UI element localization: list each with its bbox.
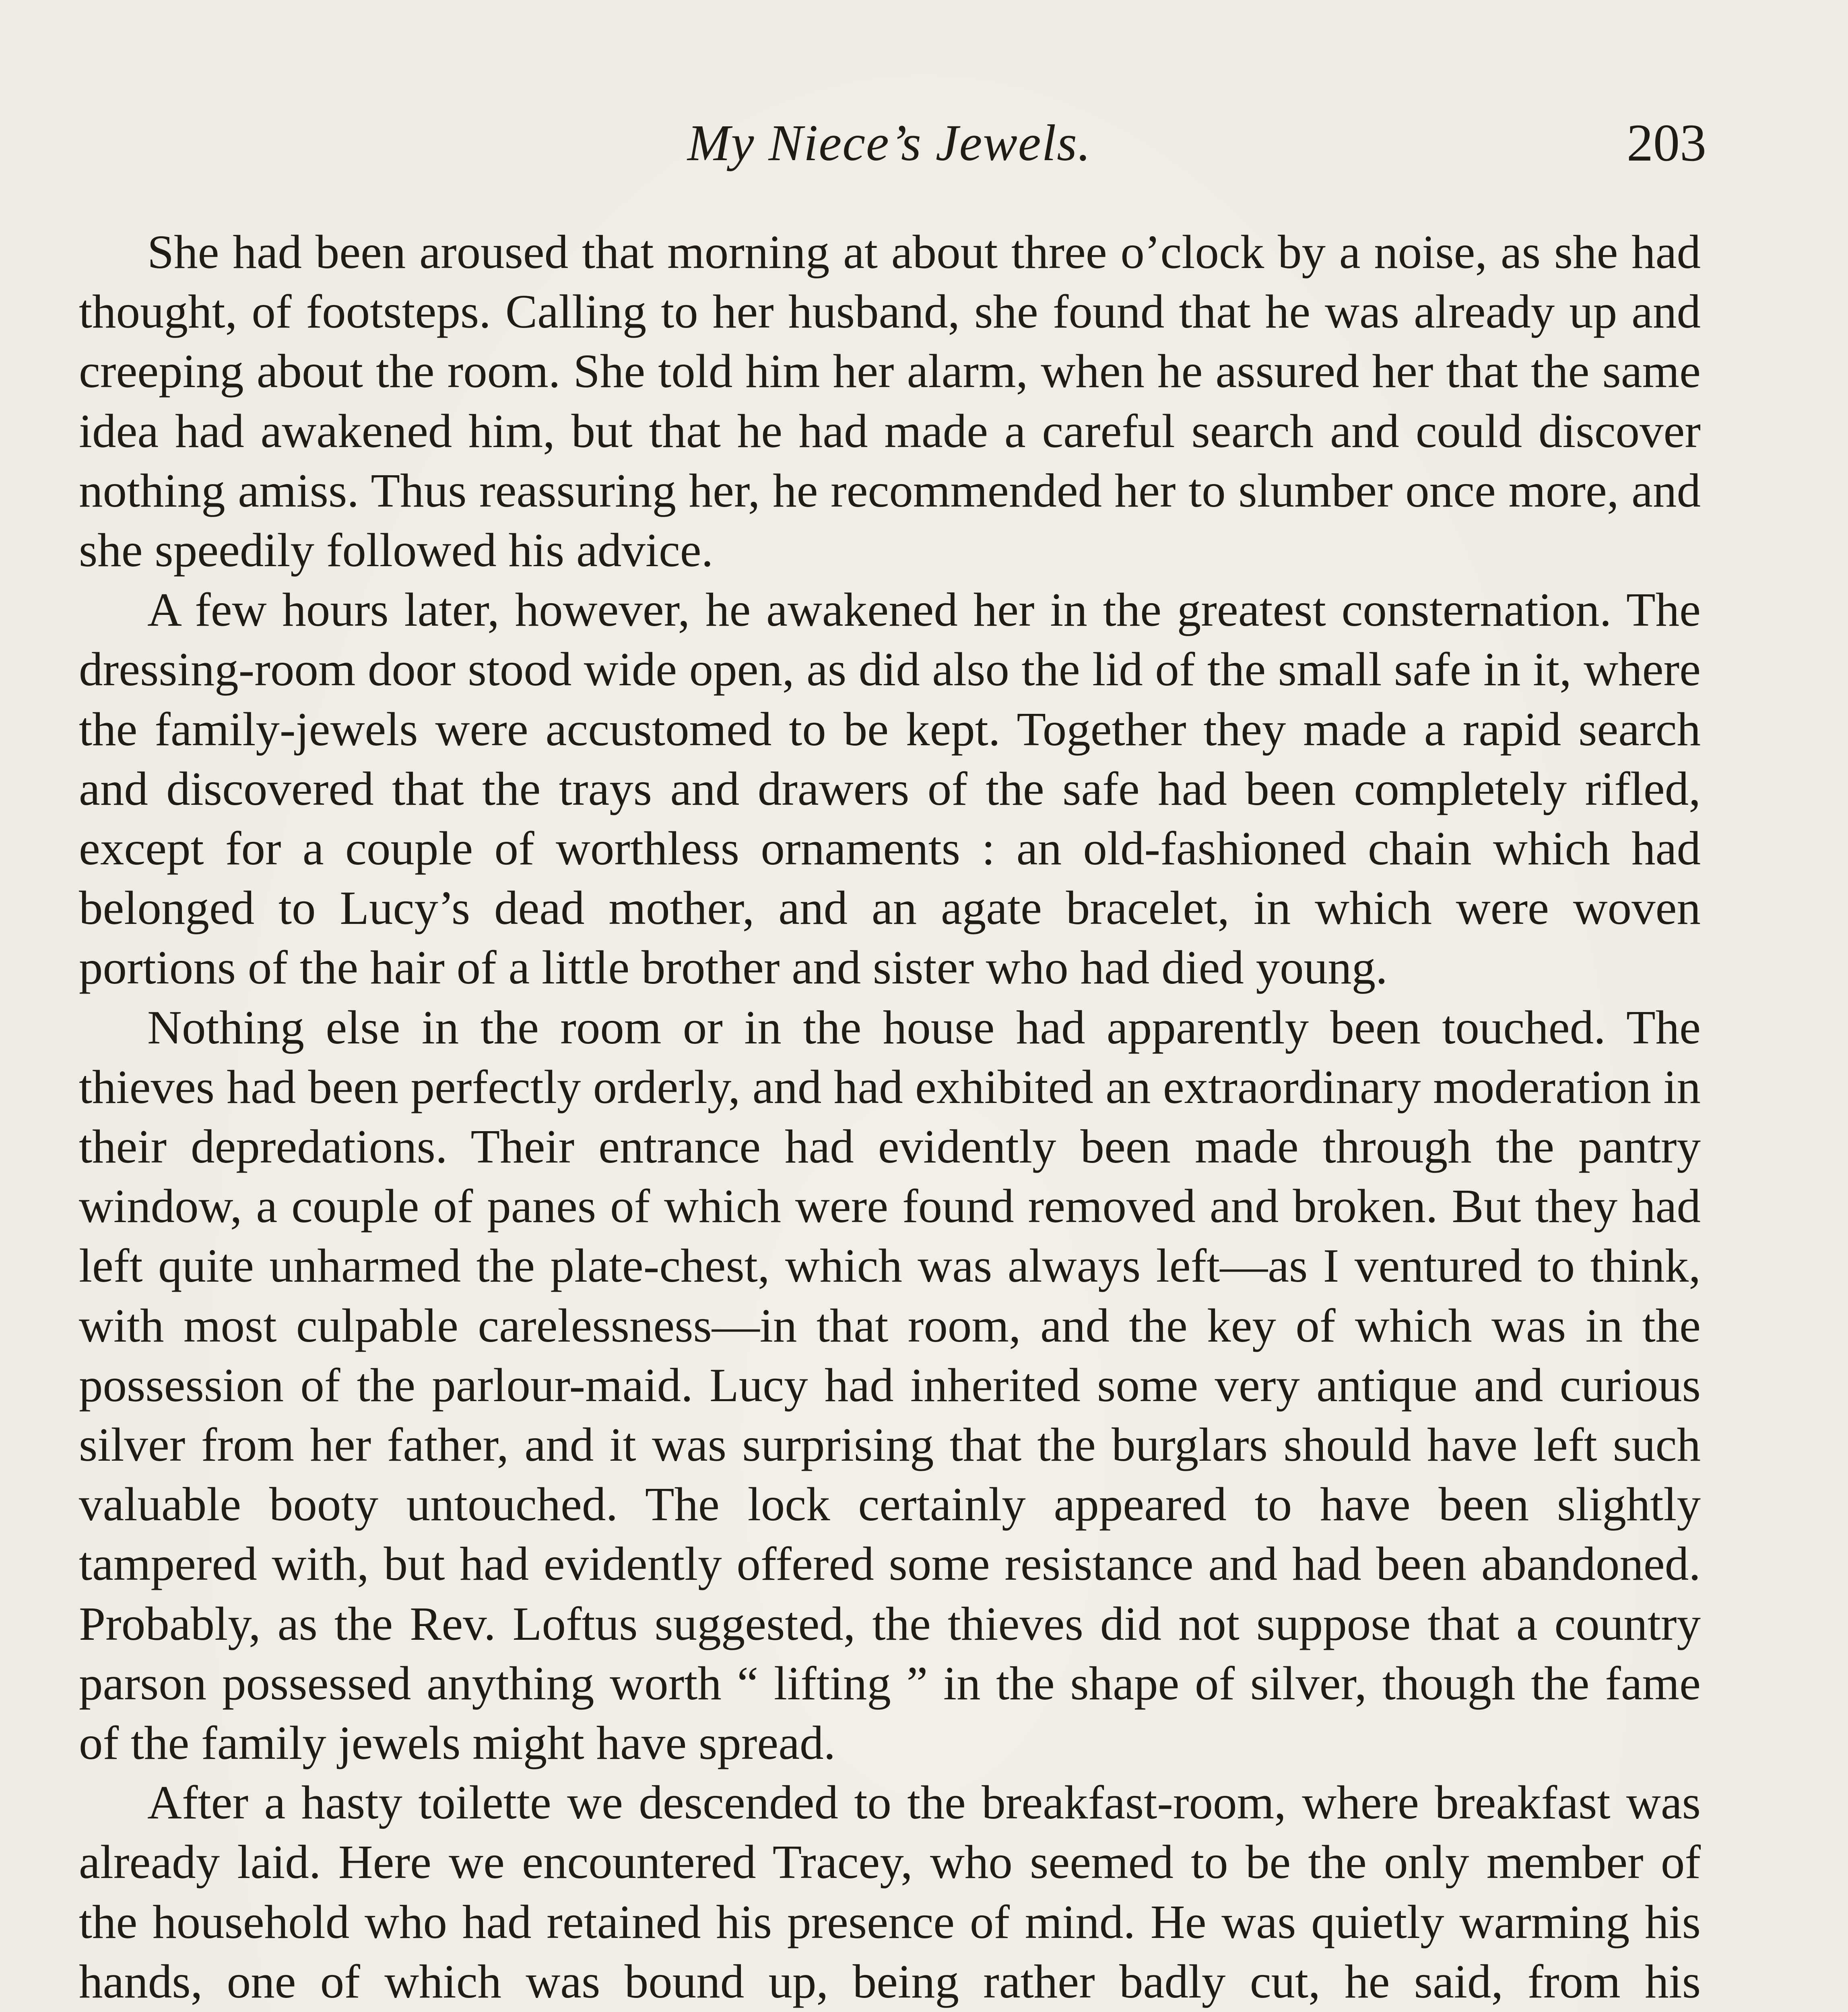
running-title: My Niece’s Jewels. bbox=[687, 114, 1091, 171]
paragraph: She had been aroused that morning at about three o’clock by a noise, as she had thought, of footsteps. Calling to her husband, she found that he was already up and creeping about the room. She told him her alarm, when he assured her that the same idea had awakened him, but that he had made a careful search and could discover nothing amiss. Thus reassuring her, he recommended her to slumber once more, and she speedily followed his advice. bbox=[79, 225, 1701, 577]
page-number: 203 bbox=[1627, 113, 1706, 172]
paragraph: Nothing else in the room or in the house had apparently been touched. The thieves had been perfectly orderly, and had exhibited an extraordinary moderation in their depredations. Their entrance had evidently been made through the pantry window, a couple of panes of which were found removed and broken. But they had left quite unharmed the plate-chest, which was always left—as I ventured to think, with most culpable carelessness—in that room, and the key of which was in the possession of the parlour-maid. Lucy had inherited some very antique and curious silver from her father, and it was surprising that the burglars should have left such valuable booty untouched. The lock certainly appeared to have been slightly tampered with, but had evidently offered some resistance and had been abandoned. Probably, as the Rev. Loftus suggested, the thieves did not suppose that a country parson possessed anything worth “ lifting ” in the shape of silver, though the fame of the family jewels might have spread. bbox=[79, 1000, 1701, 1770]
paragraph: After a hasty toilette we descended to the breakfast-room, where breakfast was already laid. Here we encountered Tracey, who seemed to be the only member of the household who had retained his presence of mind. He was quietly warming his hands, one of which was bound up, being rather badly cut, he said, from his bbox=[79, 1776, 1701, 2008]
body-text bbox=[79, 222, 1701, 2012]
running-head bbox=[76, 103, 1706, 183]
paragraph: A few hours later, however, he awakened her in the greatest consternation. The dressing-room door stood wide open, as did also the lid of the small safe in it, where the family-jewels were accustomed to be kept. Together they made a rapid search and discovered that the trays and drawers of the safe had been completely rifled, except for a couple of worthless ornaments : an old-fashioned chain which had belonged to Lucy’s dead mother, and an agate bracelet, in which were woven portions of the hair of a little brother and sister who had died young. bbox=[79, 583, 1701, 994]
